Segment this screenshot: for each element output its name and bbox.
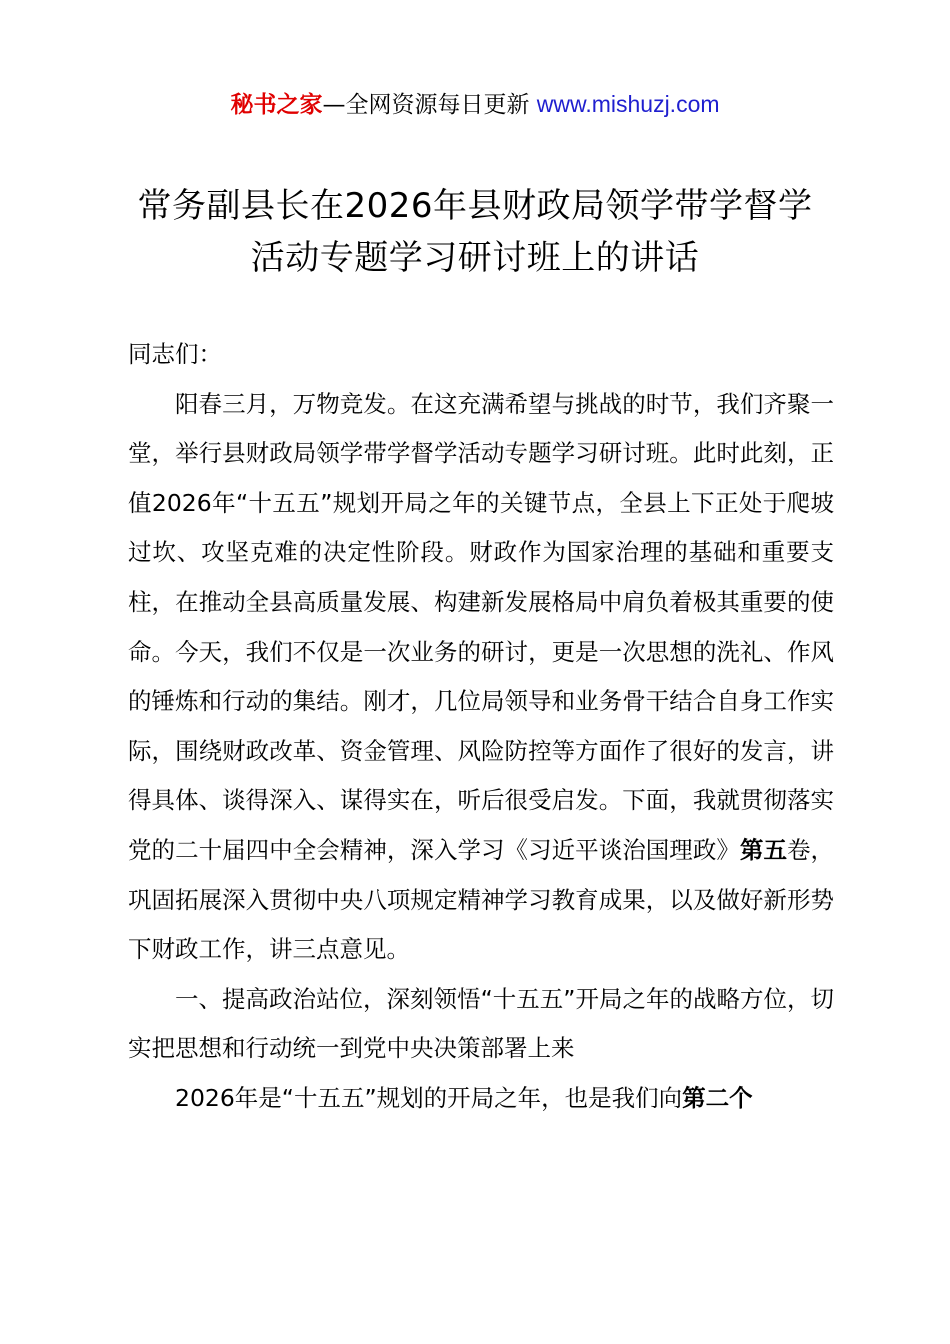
- title-line-1: 常务副县长在2026年县财政局领学带学督学: [137, 186, 813, 226]
- site-banner: [0, 88, 950, 121]
- paragraph-intro: [128, 380, 834, 975]
- site-url-link[interactable]: www.mishuzj.com: [536, 91, 720, 117]
- paragraph-intro-bold: 第五: [739, 835, 787, 864]
- brand-name: 秘书之家: [230, 92, 323, 118]
- section-heading-1: 一、提高政治站位，深刻领悟“十五五”开局之年的战略方位，切实把思想和行动统一到党中央决策部署上来: [128, 984, 834, 1063]
- paragraph-intro-text: 阳春三月，万物竞发。在这充满希望与挑战的时节，我们齐聚一堂，举行县财政局领学带学督学活动专题学习研讨班。此时此刻，正值2026年“十五五”规划开局之年的关键节点，全县上下正处于爬坡过坎、攻坚克难的决定性阶段。财政作为国家治理的基础和重要支柱，在推动全县高质量发展、构建新发展格局中肩负着极其重要的使命。今天，我们不仅是一次业务的研讨，更是一次思想的洗礼、作风的锤炼和行动的集结。刚才，几位局领导和业务骨干结合自身工作实际，围绕财政改革、资金管理、风险防控等方面作了很好的发言，讲得具体、谈得深入、谋得实在，听后很受启发。下面，我就贯彻落实党的二十届四中全会精神，深入学习《习近平谈治国理政》: [128, 389, 834, 864]
- paragraph-section-1-text: 2026年是“十五五”规划的开局之年，也是我们向: [175, 1083, 683, 1112]
- banner-tagline: —全网资源每日更新: [322, 92, 530, 118]
- paragraph-section-1-bold: 第二个: [682, 1083, 753, 1112]
- paragraph-section-1: [128, 1074, 834, 1124]
- document-body: [128, 330, 834, 1124]
- title-line-2: 活动专题学习研讨班上的讲话: [250, 238, 700, 278]
- paragraph-intro-text-end: 卷，巩固拓展深入贯彻中央八项规定精神学习教育成果，以及做好新形势下财政工作，讲三点意见。: [128, 835, 835, 964]
- document-title: [110, 180, 840, 284]
- salutation: 同志们：: [128, 340, 222, 368]
